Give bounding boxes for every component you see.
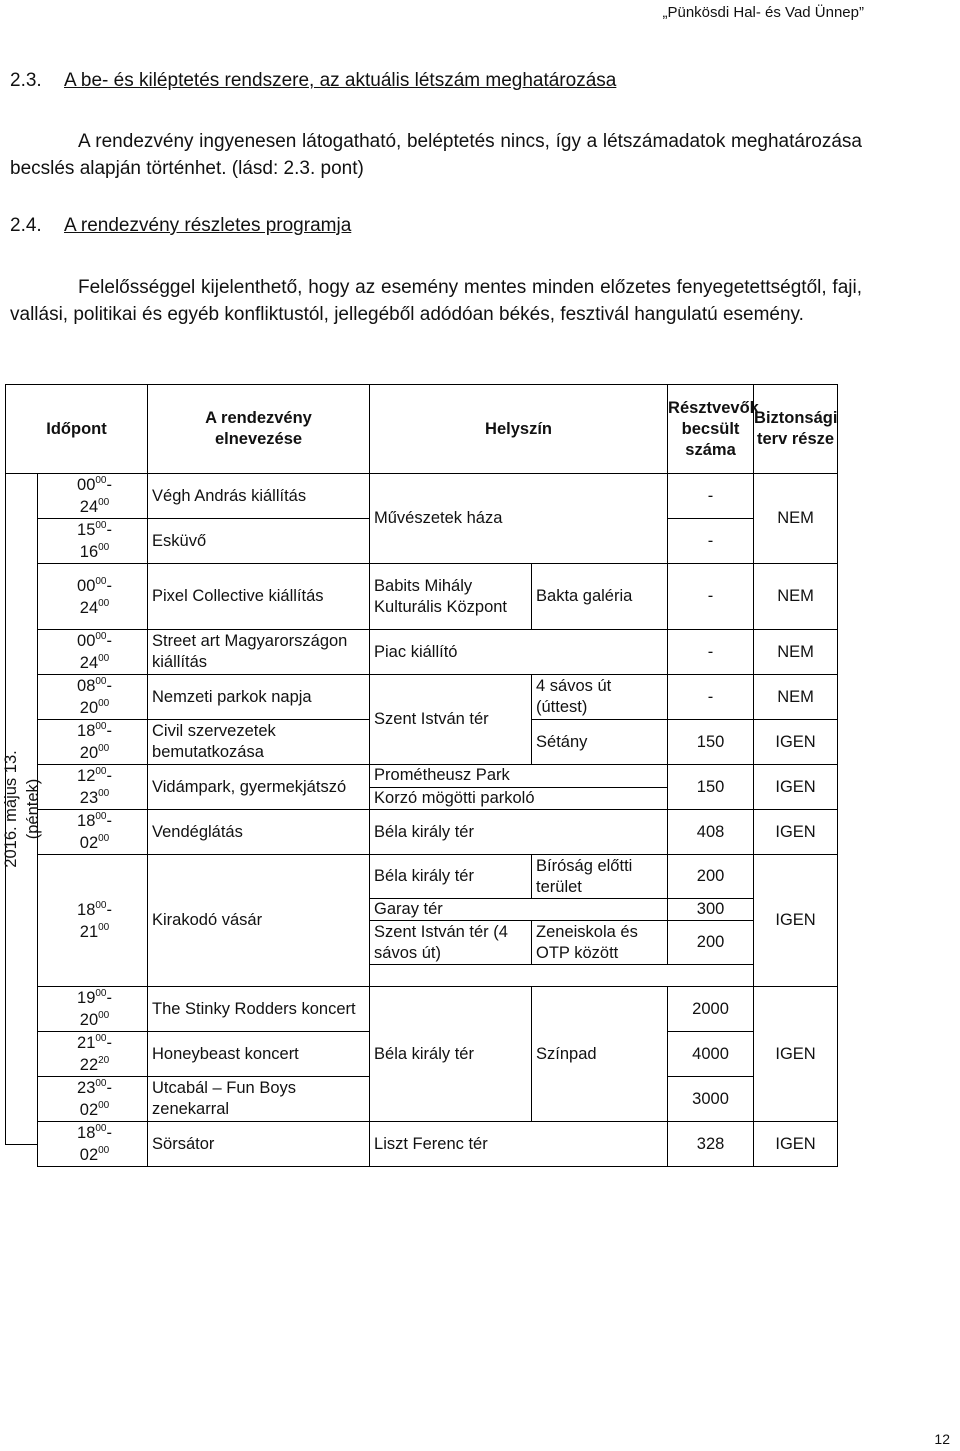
date-cell — [1, 474, 42, 1145]
participants-cell: 200 — [668, 855, 754, 899]
end-minute: 00 — [98, 833, 110, 844]
time-range: $18^{00}-$ $20^{00}$ — [77, 721, 112, 762]
end-hour: 24 — [79, 598, 99, 617]
event-name: Nemzeti parkok napja — [148, 675, 370, 720]
end-minute: 00 — [98, 921, 110, 933]
end-minute: 00 — [98, 698, 110, 709]
time-cell — [38, 630, 148, 675]
start-minute: 00 — [95, 899, 107, 911]
time-range: $12^{00}-$ $23^{00}$ — [77, 766, 112, 807]
paragraph-text: A rendezvény ingyenesen látogatható, beléptetés nincs, így a létszámadatok meghatározása becslés alapján történhet. (lásd: 2.3. pont) — [10, 131, 862, 179]
participants-cell: 3000 — [668, 1077, 754, 1122]
location-cell: Béla király tér — [370, 855, 532, 899]
end-hour: 02 — [79, 1146, 99, 1164]
security-cell: NEM — [754, 564, 838, 630]
event-name: The Stinky Rodders koncert — [148, 987, 370, 1032]
header-location: Helyszín — [370, 385, 668, 474]
participants-cell: 150 — [668, 720, 754, 765]
event-name: Utcabál – Fun Boys zenekarral — [148, 1077, 370, 1122]
end-minute: 00 — [98, 1145, 110, 1156]
start-minute: 00 — [95, 1078, 107, 1089]
start-hour: 18 — [77, 722, 96, 740]
security-cell: NEM — [754, 675, 838, 720]
security-cell: NEM — [754, 474, 838, 564]
location-cell: Liszt Ferenc tér — [370, 1122, 668, 1167]
participants-cell: - — [668, 630, 754, 675]
location-detail-cell: Színpad — [532, 987, 668, 1122]
participants-cell: - — [668, 564, 754, 630]
end-hour: 23 — [79, 789, 99, 807]
location-cell: Szent István tér (4 sávos út) — [370, 921, 532, 965]
end-hour: 21 — [79, 922, 99, 941]
event-name: Kirakodó vásár — [148, 855, 370, 987]
event-name: Vidámpark, gyermekjátszó — [148, 765, 370, 810]
participants-cell: - — [668, 474, 754, 519]
location-cell: Béla király tér — [370, 987, 532, 1122]
location-cell: Prométheusz Park — [370, 765, 668, 788]
location-cell: Korzó mögötti parkoló — [370, 787, 668, 810]
participants-cell: - — [668, 519, 754, 564]
security-cell: IGEN — [754, 987, 838, 1122]
event-name: Pixel Collective kiállítás — [148, 564, 370, 630]
end-minute: 00 — [98, 1010, 110, 1021]
start-hour: 18 — [77, 1124, 96, 1142]
start-minute: 00 — [95, 1033, 107, 1044]
event-name: Street art Magyarországon kiállítás — [148, 630, 370, 675]
section-2-4-heading — [10, 215, 351, 237]
time-cell — [38, 855, 148, 987]
time-range: $00^{00}-$ $24^{00}$ — [77, 631, 112, 672]
end-minute: 20 — [98, 1055, 110, 1066]
end-minute: 00 — [98, 597, 110, 609]
time-cell — [38, 720, 148, 765]
page-number: 12 — [934, 1431, 950, 1447]
end-hour: 16 — [79, 543, 99, 561]
section-title: A be- és kiléptetés rendszere, az aktuális létszám meghatározása — [64, 70, 617, 91]
start-hour: 12 — [77, 767, 96, 785]
time-range: $18^{00}-$ $02^{00}$ — [77, 811, 112, 852]
time-cell — [38, 519, 148, 564]
event-name: Honeybeast koncert — [148, 1032, 370, 1077]
location-cell: Béla király tér — [370, 810, 668, 855]
section-title: A rendezvény részletes programja — [64, 215, 352, 236]
location-cell: Művészetek háza — [370, 474, 668, 564]
participants-cell: 328 — [668, 1122, 754, 1167]
location-detail-cell: Bíróság előtti terület — [532, 855, 668, 899]
end-minute: 00 — [98, 743, 110, 754]
start-minute: 00 — [95, 766, 107, 777]
start-minute: 00 — [95, 475, 107, 486]
time-cell — [38, 474, 148, 519]
time-range: $18^{00}-$ $21^{00}$ — [77, 899, 112, 941]
start-minute: 00 — [95, 988, 107, 999]
section-number: 2.3. — [10, 70, 42, 91]
section-2-3-paragraph — [10, 128, 862, 182]
location-cell: Szent István tér — [370, 675, 532, 765]
start-minute: 00 — [95, 811, 107, 822]
location-detail-cell: Sétány — [532, 720, 668, 765]
start-hour: 23 — [77, 1079, 96, 1097]
location-detail-cell: Zeneiskola és OTP között — [532, 921, 668, 965]
time-range: $18^{00}-$ $02^{00}$ — [77, 1123, 112, 1164]
time-range: $21^{00}-$ $22^{20}$ — [77, 1033, 112, 1074]
end-hour: 24 — [79, 654, 99, 672]
event-name: Sörsátor — [148, 1122, 370, 1167]
program-table — [1, 384, 838, 1167]
participants-cell: - — [668, 675, 754, 720]
participants-cell: 200 — [668, 921, 754, 965]
paragraph-text: Felelősséggel kijelenthető, hogy az esemény mentes minden előzetes fenyegetettségtől, faji, vallási, politikai és egyéb konfliktustól, jellegéből adódóan békés, fesztivál hangulatú esemény. — [10, 277, 862, 325]
header-time: Időpont — [6, 385, 148, 474]
participants-cell: 408 — [668, 810, 754, 855]
event-name: Esküvő — [148, 519, 370, 564]
start-hour: 18 — [77, 812, 96, 830]
security-cell: IGEN — [754, 720, 838, 765]
event-name: Vendéglátás — [148, 810, 370, 855]
time-cell — [38, 564, 148, 630]
location-cell: Piac kiállító — [370, 630, 668, 675]
start-hour: 21 — [77, 1034, 96, 1052]
event-name: Végh András kiállítás — [148, 474, 370, 519]
security-cell: NEM — [754, 630, 838, 675]
time-cell — [38, 1077, 148, 1122]
time-cell — [38, 675, 148, 720]
start-hour: 18 — [77, 900, 96, 919]
running-header: „Pünkösdi Hal- és Vad Ünnep” — [662, 4, 864, 21]
end-minute: 00 — [98, 542, 110, 553]
weekday-line: (péntek) — [23, 778, 42, 840]
time-range: $19^{00}-$ $20^{00}$ — [77, 988, 112, 1029]
time-cell — [38, 1122, 148, 1167]
security-cell: IGEN — [754, 810, 838, 855]
end-minute: 00 — [98, 788, 110, 799]
location-detail-cell: 4 sávos út (úttest) — [532, 675, 668, 720]
end-minute: 00 — [98, 653, 110, 664]
section-2-4-paragraph — [10, 274, 862, 328]
time-cell — [38, 987, 148, 1032]
end-minute: 00 — [98, 497, 110, 508]
time-range: $00^{00}-$ $24^{00}$ — [77, 475, 112, 516]
start-hour: 00 — [77, 576, 96, 595]
end-hour: 24 — [79, 498, 99, 516]
participants-cell: 2000 — [668, 987, 754, 1032]
header-participants: Résztvevők becsült száma — [668, 385, 754, 474]
participants-cell: 300 — [668, 899, 754, 921]
participants-cell: 4000 — [668, 1032, 754, 1077]
location-detail-cell: Bakta galéria — [532, 564, 668, 630]
start-minute: 00 — [95, 676, 107, 687]
location-cell: Garay tér — [370, 899, 668, 921]
end-hour: 20 — [79, 699, 99, 717]
end-hour: 20 — [79, 744, 99, 762]
time-cell — [38, 810, 148, 855]
start-minute: 00 — [95, 631, 107, 642]
security-cell: IGEN — [754, 1122, 838, 1167]
end-minute: 00 — [98, 1100, 110, 1111]
end-hour: 02 — [79, 1101, 99, 1119]
start-hour: 00 — [77, 632, 96, 650]
start-hour: 08 — [77, 677, 96, 695]
event-name: Civil szervezetek bemutatkozása — [148, 720, 370, 765]
time-range: $00^{00}-$ $24^{00}$ — [77, 575, 112, 617]
section-2-3-heading — [10, 70, 616, 92]
time-cell — [38, 765, 148, 810]
date-line: 2016. május 13. — [1, 750, 20, 868]
security-cell: IGEN — [754, 855, 838, 987]
time-range: $23^{00}-$ $02^{00}$ — [77, 1078, 112, 1119]
table-header-row — [6, 385, 838, 474]
start-hour: 00 — [77, 476, 96, 494]
security-cell: IGEN — [754, 765, 838, 810]
start-minute: 00 — [95, 1123, 107, 1134]
start-minute: 00 — [95, 575, 107, 587]
start-minute: 00 — [95, 520, 107, 531]
end-hour: 22 — [79, 1056, 99, 1074]
end-hour: 02 — [79, 834, 99, 852]
time-range: $15^{00}-$ $16^{00}$ — [77, 520, 112, 561]
start-minute: 00 — [95, 721, 107, 732]
location-cell: Babits Mihály Kulturális Központ — [370, 564, 532, 630]
start-hour: 15 — [77, 521, 96, 539]
participants-cell: 150 — [668, 765, 754, 810]
end-hour: 20 — [79, 1011, 99, 1029]
time-range: $08^{00}-$ $20^{00}$ — [77, 676, 112, 717]
time-cell — [38, 1032, 148, 1077]
header-name: A rendezvény elnevezése — [148, 385, 370, 474]
section-number: 2.4. — [10, 215, 42, 236]
header-security: Biztonsági terv része — [754, 385, 838, 474]
start-hour: 19 — [77, 989, 96, 1007]
